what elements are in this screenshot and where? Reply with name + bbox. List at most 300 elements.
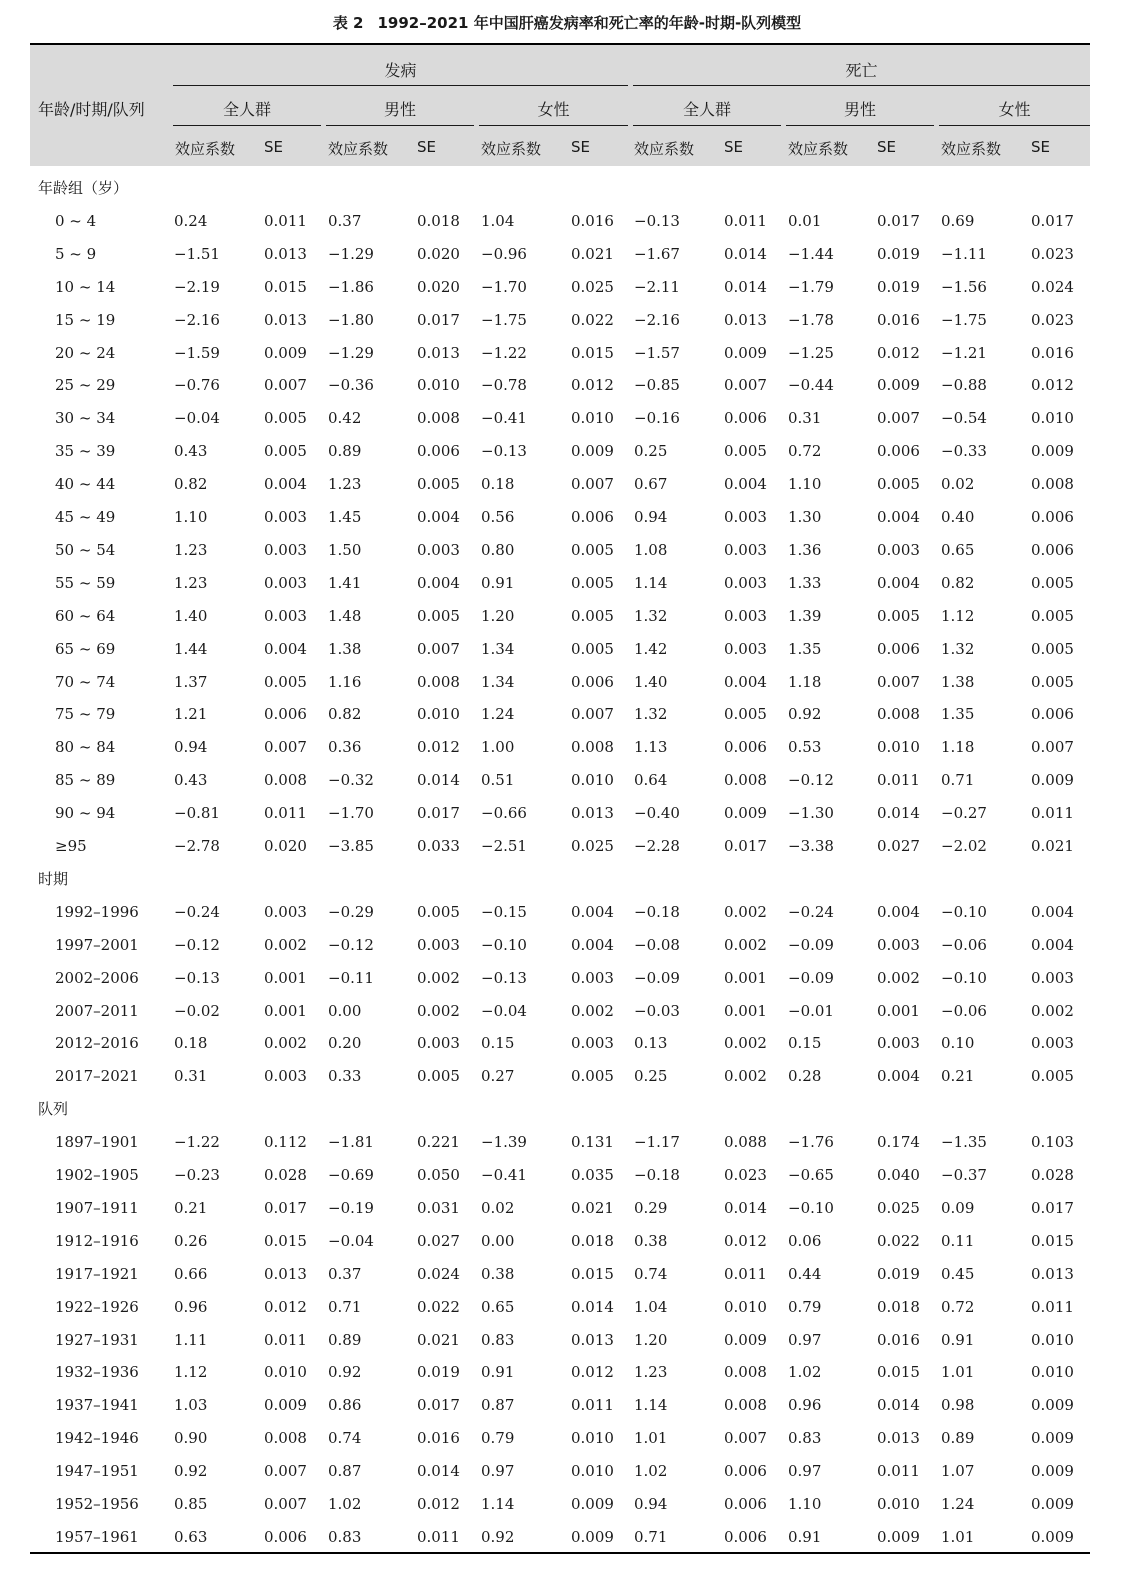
se-cell: 0.005 bbox=[417, 902, 460, 921]
table-row bbox=[0, 1356, 1134, 1389]
column-header-coef: 效应系数 bbox=[634, 140, 695, 158]
table-row bbox=[0, 666, 1134, 699]
se-cell: 0.004 bbox=[877, 573, 920, 592]
se-cell: 0.005 bbox=[1031, 606, 1074, 625]
coef-cell: −0.16 bbox=[634, 409, 680, 428]
se-cell: 0.009 bbox=[264, 343, 307, 362]
column-header-se: SE bbox=[417, 138, 436, 156]
se-cell: 0.006 bbox=[724, 1495, 767, 1513]
row-label: 1912–1916 bbox=[55, 1231, 139, 1250]
se-cell: 0.019 bbox=[877, 1264, 920, 1283]
coef-cell: −0.10 bbox=[941, 968, 987, 987]
se-cell: 0.008 bbox=[264, 771, 307, 790]
coef-cell: −0.85 bbox=[634, 376, 680, 395]
coef-cell: −1.17 bbox=[634, 1133, 680, 1152]
column-header-coef: 效应系数 bbox=[328, 140, 389, 158]
se-cell: 0.003 bbox=[417, 935, 460, 954]
coef-cell: 1.10 bbox=[788, 1495, 822, 1513]
coef-cell: −0.37 bbox=[941, 1166, 987, 1184]
coef-cell: 0.69 bbox=[941, 211, 975, 230]
se-cell: 0.002 bbox=[1031, 1001, 1074, 1020]
se-cell: 0.014 bbox=[724, 277, 767, 296]
se-cell: 0.006 bbox=[877, 639, 920, 658]
row-label: 25 ~ 29 bbox=[55, 376, 116, 395]
se-cell: 0.023 bbox=[1031, 244, 1074, 263]
coef-cell: 0.43 bbox=[174, 771, 208, 790]
se-cell: 0.009 bbox=[724, 343, 767, 362]
coef-cell: 1.24 bbox=[941, 1495, 975, 1513]
coef-cell: 1.35 bbox=[788, 639, 822, 658]
coef-cell: 0.91 bbox=[481, 1363, 515, 1382]
coef-cell: 1.23 bbox=[328, 475, 362, 494]
se-cell: 0.010 bbox=[417, 705, 460, 724]
coef-cell: 0.96 bbox=[788, 1396, 822, 1415]
subgroup-divider bbox=[633, 125, 781, 126]
coef-cell: 0.18 bbox=[481, 475, 515, 494]
coef-cell: 0.24 bbox=[174, 211, 208, 230]
coef-cell: −0.10 bbox=[941, 902, 987, 921]
se-cell: 0.012 bbox=[877, 343, 920, 362]
coef-cell: 1.02 bbox=[788, 1363, 822, 1382]
se-cell: 0.014 bbox=[417, 1462, 460, 1481]
row-label: 90 ~ 94 bbox=[55, 804, 116, 823]
coef-cell: 1.20 bbox=[634, 1330, 668, 1349]
coef-cell: 1.24 bbox=[481, 705, 515, 724]
se-cell: 0.002 bbox=[724, 902, 767, 921]
se-cell: 0.006 bbox=[264, 1527, 307, 1546]
coef-cell: −0.03 bbox=[634, 1001, 680, 1020]
coef-cell: 0.83 bbox=[481, 1330, 515, 1349]
table-row bbox=[0, 1455, 1134, 1488]
se-cell: 0.001 bbox=[877, 1001, 920, 1020]
se-cell: 0.007 bbox=[571, 705, 614, 724]
se-cell: 0.131 bbox=[571, 1133, 614, 1152]
se-cell: 0.015 bbox=[1031, 1231, 1074, 1250]
row-label: 2002–2006 bbox=[55, 968, 139, 987]
table-row bbox=[0, 995, 1134, 1028]
se-cell: 0.020 bbox=[264, 837, 307, 855]
coef-cell: 0.37 bbox=[328, 211, 362, 230]
coef-cell: 0.71 bbox=[634, 1527, 668, 1546]
table-row bbox=[0, 600, 1134, 633]
coef-cell: −0.12 bbox=[788, 771, 834, 790]
se-cell: 0.011 bbox=[877, 1462, 920, 1481]
se-cell: 0.010 bbox=[264, 1363, 307, 1382]
se-cell: 0.005 bbox=[1031, 639, 1074, 658]
coef-cell: 0.38 bbox=[634, 1231, 668, 1250]
se-cell: 0.012 bbox=[417, 738, 460, 757]
se-cell: 0.012 bbox=[571, 376, 614, 395]
coef-cell: 0.38 bbox=[481, 1264, 515, 1283]
coef-cell: −0.13 bbox=[174, 968, 220, 987]
se-cell: 0.015 bbox=[264, 1231, 307, 1250]
se-cell: 0.009 bbox=[724, 804, 767, 823]
se-cell: 0.017 bbox=[417, 804, 460, 823]
table-row bbox=[0, 1389, 1134, 1422]
coef-cell: 1.23 bbox=[174, 540, 208, 559]
table-row bbox=[0, 797, 1134, 830]
coef-cell: 0.20 bbox=[328, 1034, 362, 1053]
coef-cell: −1.22 bbox=[174, 1133, 220, 1152]
row-label-header: 年龄/时期/队列 bbox=[38, 100, 145, 119]
coef-cell: 0.51 bbox=[481, 771, 515, 790]
se-cell: 0.022 bbox=[571, 310, 614, 329]
coef-cell: 0.25 bbox=[634, 442, 668, 461]
subgroup-divider bbox=[326, 125, 474, 126]
se-cell: 0.010 bbox=[877, 1495, 920, 1513]
coef-cell: 0.26 bbox=[174, 1231, 208, 1250]
se-cell: 0.033 bbox=[417, 837, 460, 855]
coef-cell: −0.29 bbox=[328, 902, 374, 921]
column-header-se: SE bbox=[724, 138, 743, 156]
se-cell: 0.005 bbox=[1031, 573, 1074, 592]
coef-cell: 1.40 bbox=[174, 606, 208, 625]
se-cell: 0.221 bbox=[417, 1133, 460, 1152]
se-cell: 0.018 bbox=[417, 211, 460, 230]
se-cell: 0.003 bbox=[724, 639, 767, 658]
coef-cell: −1.29 bbox=[328, 343, 374, 362]
coef-cell: 0.87 bbox=[328, 1462, 362, 1481]
se-cell: 0.013 bbox=[571, 1330, 614, 1349]
se-cell: 0.011 bbox=[724, 211, 767, 230]
coef-cell: 1.14 bbox=[481, 1495, 515, 1513]
table-row bbox=[0, 1159, 1134, 1192]
se-cell: 0.014 bbox=[877, 1396, 920, 1415]
coef-cell: 1.14 bbox=[634, 573, 668, 592]
se-cell: 0.174 bbox=[877, 1133, 920, 1152]
coef-cell: −1.11 bbox=[941, 244, 987, 263]
table-row bbox=[0, 205, 1134, 238]
top-rule bbox=[30, 43, 1090, 45]
row-label: 85 ~ 89 bbox=[55, 771, 116, 790]
se-cell: 0.007 bbox=[264, 1462, 307, 1481]
coef-cell: 0.94 bbox=[174, 738, 208, 757]
se-cell: 0.004 bbox=[724, 672, 767, 691]
table-row bbox=[0, 929, 1134, 962]
coef-cell: −1.75 bbox=[941, 310, 987, 329]
row-label: 1997–2001 bbox=[55, 935, 139, 954]
se-cell: 0.010 bbox=[417, 376, 460, 395]
se-cell: 0.006 bbox=[264, 705, 307, 724]
coef-cell: 0.02 bbox=[481, 1198, 515, 1217]
se-cell: 0.013 bbox=[724, 310, 767, 329]
table-row bbox=[0, 1126, 1134, 1159]
se-cell: 0.013 bbox=[417, 343, 460, 362]
coef-cell: 0.94 bbox=[634, 508, 668, 526]
coef-cell: 1.12 bbox=[174, 1363, 208, 1382]
table-row bbox=[0, 698, 1134, 731]
coef-cell: 0.91 bbox=[788, 1527, 822, 1546]
se-cell: 0.006 bbox=[571, 508, 614, 526]
se-cell: 0.088 bbox=[724, 1133, 767, 1152]
se-cell: 0.013 bbox=[571, 804, 614, 823]
se-cell: 0.001 bbox=[724, 1001, 767, 1020]
se-cell: 0.016 bbox=[1031, 343, 1074, 362]
row-label: 1992–1996 bbox=[55, 902, 139, 921]
se-cell: 0.014 bbox=[724, 244, 767, 263]
coef-cell: 1.50 bbox=[328, 540, 362, 559]
coef-cell: 0.42 bbox=[328, 409, 362, 428]
se-cell: 0.028 bbox=[1031, 1166, 1074, 1184]
coef-cell: 1.41 bbox=[328, 573, 362, 592]
table-row bbox=[0, 369, 1134, 402]
coef-cell: 1.02 bbox=[634, 1462, 668, 1481]
se-cell: 0.012 bbox=[1031, 376, 1074, 395]
se-cell: 0.023 bbox=[724, 1166, 767, 1184]
se-cell: 0.003 bbox=[724, 606, 767, 625]
se-cell: 0.003 bbox=[264, 606, 307, 625]
se-cell: 0.009 bbox=[1031, 771, 1074, 790]
se-cell: 0.002 bbox=[571, 1001, 614, 1020]
coef-cell: −1.29 bbox=[328, 244, 374, 263]
coef-cell: −0.78 bbox=[481, 376, 527, 395]
se-cell: 0.006 bbox=[724, 738, 767, 757]
se-cell: 0.011 bbox=[571, 1396, 614, 1415]
se-cell: 0.009 bbox=[1031, 1527, 1074, 1546]
coef-cell: −0.41 bbox=[481, 409, 527, 428]
coef-cell: 0.43 bbox=[174, 442, 208, 461]
coef-cell: 0.98 bbox=[941, 1396, 975, 1415]
se-cell: 0.001 bbox=[264, 1001, 307, 1020]
column-header-coef: 效应系数 bbox=[175, 140, 236, 158]
coef-cell: −0.04 bbox=[481, 1001, 527, 1020]
se-cell: 0.022 bbox=[877, 1231, 920, 1250]
se-cell: 0.018 bbox=[877, 1297, 920, 1316]
se-cell: 0.005 bbox=[1031, 672, 1074, 691]
coef-cell: 0.44 bbox=[788, 1264, 822, 1283]
se-cell: 0.005 bbox=[264, 442, 307, 461]
se-cell: 0.004 bbox=[877, 508, 920, 526]
se-cell: 0.027 bbox=[417, 1231, 460, 1250]
coef-cell: −1.30 bbox=[788, 804, 834, 823]
coef-cell: 1.35 bbox=[941, 705, 975, 724]
se-cell: 0.008 bbox=[724, 1363, 767, 1382]
row-label: 1927–1931 bbox=[55, 1330, 139, 1349]
row-label: 65 ~ 69 bbox=[55, 639, 116, 658]
coef-cell: 1.13 bbox=[634, 738, 668, 757]
subgroup-header: 男性 bbox=[383, 100, 416, 119]
table-row bbox=[0, 633, 1134, 666]
coef-cell: −0.10 bbox=[481, 935, 527, 954]
group-divider bbox=[173, 85, 628, 86]
se-cell: 0.025 bbox=[877, 1198, 920, 1217]
section-row bbox=[0, 863, 1134, 896]
se-cell: 0.018 bbox=[571, 1231, 614, 1250]
se-cell: 0.011 bbox=[264, 1330, 307, 1349]
coef-cell: 0.00 bbox=[481, 1231, 515, 1250]
table-caption bbox=[0, 12, 1134, 33]
se-cell: 0.003 bbox=[264, 1067, 307, 1086]
se-cell: 0.022 bbox=[417, 1297, 460, 1316]
coef-cell: −1.21 bbox=[941, 343, 987, 362]
se-cell: 0.003 bbox=[264, 573, 307, 592]
coef-cell: −0.41 bbox=[481, 1166, 527, 1184]
coef-cell: 1.23 bbox=[634, 1363, 668, 1382]
coef-cell: −2.78 bbox=[174, 837, 220, 855]
se-cell: 0.015 bbox=[877, 1363, 920, 1382]
table-row bbox=[0, 1291, 1134, 1324]
coef-cell: −3.38 bbox=[788, 837, 834, 855]
se-cell: 0.005 bbox=[724, 705, 767, 724]
se-cell: 0.004 bbox=[264, 475, 307, 494]
se-cell: 0.008 bbox=[724, 771, 767, 790]
coef-cell: 1.02 bbox=[328, 1495, 362, 1513]
se-cell: 0.005 bbox=[264, 409, 307, 428]
table-row bbox=[0, 1060, 1134, 1093]
coef-cell: −0.13 bbox=[634, 211, 680, 230]
coef-cell: 0.21 bbox=[941, 1067, 975, 1086]
se-cell: 0.003 bbox=[1031, 968, 1074, 987]
row-label: 20 ~ 24 bbox=[55, 343, 116, 362]
se-cell: 0.014 bbox=[571, 1297, 614, 1316]
coef-cell: 0.40 bbox=[941, 508, 975, 526]
column-header-coef: 效应系数 bbox=[788, 140, 849, 158]
se-cell: 0.009 bbox=[571, 442, 614, 461]
row-label: 30 ~ 34 bbox=[55, 409, 116, 428]
se-cell: 0.011 bbox=[1031, 1297, 1074, 1316]
subgroup-header: 女性 bbox=[537, 100, 570, 119]
se-cell: 0.003 bbox=[877, 935, 920, 954]
coef-cell: −1.51 bbox=[174, 244, 220, 263]
table-row bbox=[0, 501, 1134, 534]
se-cell: 0.004 bbox=[417, 573, 460, 592]
se-cell: 0.004 bbox=[571, 935, 614, 954]
se-cell: 0.021 bbox=[571, 1198, 614, 1217]
se-cell: 0.005 bbox=[724, 442, 767, 461]
coef-cell: 0.65 bbox=[941, 540, 975, 559]
se-cell: 0.007 bbox=[1031, 738, 1074, 757]
se-cell: 0.008 bbox=[571, 738, 614, 757]
section-label: 时期 bbox=[38, 869, 69, 888]
column-header-coef: 效应系数 bbox=[941, 140, 1002, 158]
se-cell: 0.003 bbox=[264, 540, 307, 559]
table-row bbox=[0, 962, 1134, 995]
se-cell: 0.005 bbox=[571, 606, 614, 625]
se-cell: 0.011 bbox=[724, 1264, 767, 1283]
se-cell: 0.003 bbox=[571, 1034, 614, 1053]
coef-cell: −1.35 bbox=[941, 1133, 987, 1152]
coef-cell: −0.27 bbox=[941, 804, 987, 823]
se-cell: 0.010 bbox=[1031, 1363, 1074, 1382]
se-cell: 0.031 bbox=[417, 1198, 460, 1217]
row-label: 1922–1926 bbox=[55, 1297, 139, 1316]
coef-cell: 0.85 bbox=[174, 1495, 208, 1513]
coef-cell: 1.07 bbox=[941, 1462, 975, 1481]
se-cell: 0.021 bbox=[417, 1330, 460, 1349]
se-cell: 0.003 bbox=[877, 1034, 920, 1053]
se-cell: 0.002 bbox=[877, 968, 920, 987]
coef-cell: 1.01 bbox=[941, 1363, 975, 1382]
coef-cell: −1.25 bbox=[788, 343, 834, 362]
se-cell: 0.009 bbox=[877, 376, 920, 395]
coef-cell: −2.28 bbox=[634, 837, 680, 855]
coef-cell: 1.18 bbox=[788, 672, 822, 691]
se-cell: 0.006 bbox=[1031, 508, 1074, 526]
coef-cell: −0.02 bbox=[174, 1001, 220, 1020]
se-cell: 0.016 bbox=[877, 310, 920, 329]
se-cell: 0.027 bbox=[877, 837, 920, 855]
coef-cell: −1.59 bbox=[174, 343, 220, 362]
coef-cell: −0.32 bbox=[328, 771, 374, 790]
coef-cell: 1.45 bbox=[328, 508, 362, 526]
coef-cell: 0.66 bbox=[174, 1264, 208, 1283]
coef-cell: 0.97 bbox=[788, 1330, 822, 1349]
se-cell: 0.007 bbox=[877, 409, 920, 428]
coef-cell: −2.02 bbox=[941, 837, 987, 855]
table-row bbox=[0, 1422, 1134, 1455]
se-cell: 0.017 bbox=[417, 1396, 460, 1415]
coef-cell: 0.56 bbox=[481, 508, 515, 526]
group-divider bbox=[633, 85, 1090, 86]
se-cell: 0.007 bbox=[264, 738, 307, 757]
se-cell: 0.003 bbox=[264, 508, 307, 526]
se-cell: 0.003 bbox=[877, 540, 920, 559]
table-row bbox=[0, 304, 1134, 337]
row-label: 15 ~ 19 bbox=[55, 310, 116, 329]
row-label: 5 ~ 9 bbox=[55, 244, 97, 263]
coef-cell: 0.94 bbox=[634, 1495, 668, 1513]
coef-cell: 1.14 bbox=[634, 1396, 668, 1415]
coef-cell: 1.48 bbox=[328, 606, 362, 625]
se-cell: 0.025 bbox=[571, 277, 614, 296]
subgroup-divider bbox=[939, 125, 1090, 126]
coef-cell: −0.06 bbox=[941, 1001, 987, 1020]
coef-cell: −0.18 bbox=[634, 902, 680, 921]
table-row bbox=[0, 534, 1134, 567]
se-cell: 0.010 bbox=[571, 409, 614, 428]
se-cell: 0.011 bbox=[417, 1527, 460, 1546]
coef-cell: 0.72 bbox=[941, 1297, 975, 1316]
se-cell: 0.010 bbox=[877, 738, 920, 757]
se-cell: 0.009 bbox=[1031, 442, 1074, 461]
coef-cell: 0.90 bbox=[174, 1429, 208, 1448]
coef-cell: 1.18 bbox=[941, 738, 975, 757]
se-cell: 0.016 bbox=[417, 1429, 460, 1448]
coef-cell: 1.01 bbox=[634, 1429, 668, 1448]
coef-cell: −0.12 bbox=[174, 935, 220, 954]
coef-cell: 0.25 bbox=[634, 1067, 668, 1086]
se-cell: 0.004 bbox=[264, 639, 307, 658]
coef-cell: 1.20 bbox=[481, 606, 515, 625]
se-cell: 0.011 bbox=[1031, 804, 1074, 823]
se-cell: 0.007 bbox=[264, 1495, 307, 1513]
coef-cell: 0.92 bbox=[174, 1462, 208, 1481]
se-cell: 0.002 bbox=[724, 1034, 767, 1053]
se-cell: 0.005 bbox=[571, 573, 614, 592]
se-cell: 0.015 bbox=[571, 343, 614, 362]
coef-cell: −2.16 bbox=[634, 310, 680, 329]
section-row bbox=[0, 172, 1134, 205]
coef-cell: 0.74 bbox=[634, 1264, 668, 1283]
se-cell: 0.009 bbox=[1031, 1462, 1074, 1481]
coef-cell: 1.36 bbox=[788, 540, 822, 559]
row-label: 1952–1956 bbox=[55, 1495, 139, 1513]
coef-cell: 0.33 bbox=[328, 1067, 362, 1086]
section-label: 队列 bbox=[38, 1100, 69, 1119]
coef-cell: −1.56 bbox=[941, 277, 987, 296]
coef-cell: 1.38 bbox=[328, 639, 362, 658]
table-number: 表 2 bbox=[332, 14, 364, 32]
se-cell: 0.010 bbox=[571, 1462, 614, 1481]
coef-cell: 0.15 bbox=[788, 1034, 822, 1053]
coef-cell: 0.86 bbox=[328, 1396, 362, 1415]
se-cell: 0.012 bbox=[571, 1363, 614, 1382]
row-label: 2007–2011 bbox=[55, 1001, 139, 1020]
se-cell: 0.011 bbox=[264, 804, 307, 823]
coef-cell: −1.70 bbox=[328, 804, 374, 823]
coef-cell: −0.13 bbox=[481, 442, 527, 461]
coef-cell: 0.82 bbox=[328, 705, 362, 724]
